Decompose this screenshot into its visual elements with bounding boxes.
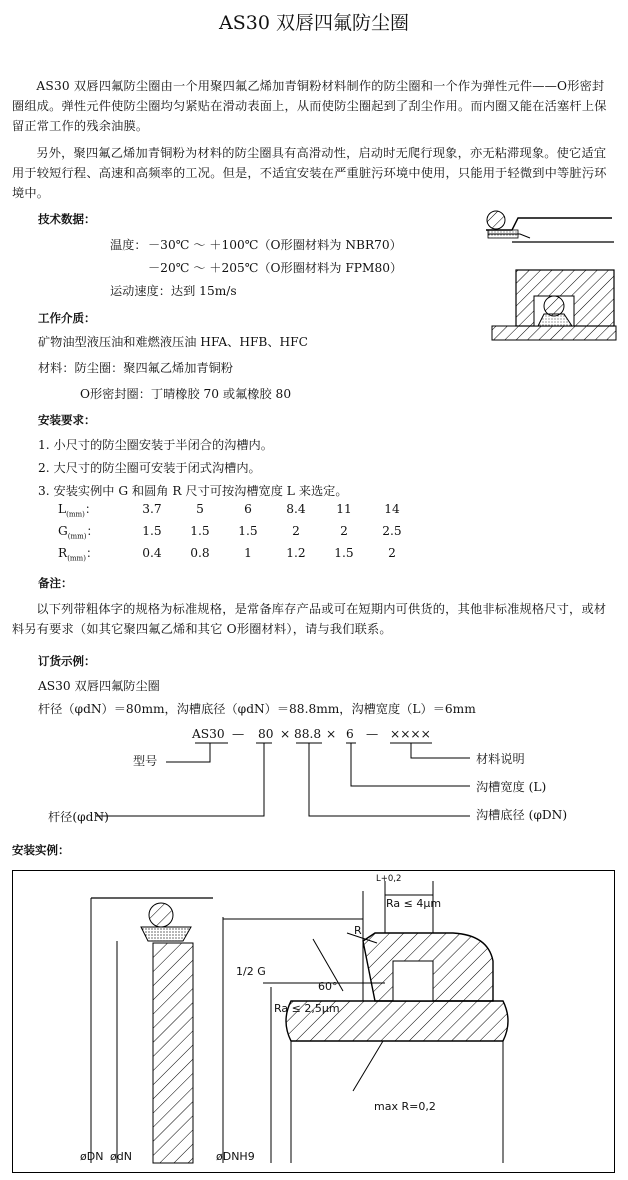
label-rod: 杆径(φdN)	[48, 810, 109, 824]
order-heading: 订货示例：	[38, 654, 96, 668]
material-line-1: 材料：防尘圈：聚四氟乙烯加青铜粉	[38, 361, 233, 375]
cell: 1.5	[238, 524, 258, 538]
tech-heading: 技术数据：	[38, 212, 96, 226]
install-heading: 安装要求：	[38, 413, 96, 427]
table-row: $R_{(mm)}$： 0.4 0.8 1 1.2 1.5 2	[58, 542, 416, 564]
page-title: AS30 双唇四氟防尘圈	[219, 12, 409, 34]
label-groove-DN-h9: øDNH9	[216, 1150, 255, 1163]
row-unit: (mm)	[67, 532, 87, 541]
order-product: AS30 双唇四氟防尘圈	[38, 679, 160, 693]
label-model: 型号	[133, 754, 158, 768]
cell: 14	[384, 502, 400, 516]
cell: 1.5	[142, 524, 162, 538]
row-label: L	[58, 501, 67, 516]
material-line-2: O形密封圈：丁晴橡胶 70 或氟橡胶 80	[80, 387, 292, 401]
cell: 2	[340, 524, 348, 538]
dimension-table	[58, 498, 416, 564]
seal-section-diagram	[482, 204, 618, 344]
medium-text: 矿物油型液压油和难燃液压油 HFA、HFB、HFC	[38, 335, 308, 349]
cell: 0.4	[142, 546, 162, 560]
install-item-1: 1. 小尺寸的防尘圈安装于半闭合的沟槽内。	[38, 438, 273, 452]
label-half-G: 1/2 G	[236, 965, 266, 978]
label-groove: 沟槽底径 (φDN)	[476, 808, 568, 822]
intro-paragraph-2: 另外，聚四氟乙烯加青铜粉为材料的防尘圈具有高滑动性，启动时无爬行现象，亦无粘滞现象。使它适宜用于较短行程、高速和高频率的工况。但是，不适宜安装在严重脏污环境中使用，只能用于轻微到中等脏污环境中。	[12, 146, 607, 200]
label-ra-4: Ra ≤ 4µm	[386, 897, 442, 910]
temp-range-fpm: －20℃ ～ ＋205℃（O形圈材料为 FPM80）	[148, 261, 403, 275]
label-max-R: max R=0,2	[374, 1100, 436, 1113]
label-width: 沟槽宽度 (L)	[476, 780, 547, 794]
cell: 6	[244, 502, 252, 516]
cell: 1	[244, 546, 252, 560]
label-L-tolerance: L+0,2	[376, 874, 402, 884]
notes-heading: 备注：	[38, 576, 73, 590]
cell: 1.5	[190, 524, 210, 538]
row-unit: (mm)	[66, 510, 85, 519]
cell: 2.5	[382, 524, 402, 538]
intro-paragraph-1: AS30 双唇四氟防尘圈由一个用聚四氟乙烯加青铜粉材料制作的防尘圈和一个作为弹性元件——O形密封圈组成。弹性元件使防尘圈均匀紧贴在滑动表面上，从而使防尘圈起到了刮尘作用。而内圈又能在活塞杆上保留正常工作的残余油膜。	[12, 79, 607, 133]
order-spec: 杆径（φdN）＝80mm，沟槽底径（φdN）＝88.8mm，沟槽宽度（L）＝6mm	[38, 702, 476, 716]
cell: 11	[336, 502, 352, 516]
label-rod-dN: ødN	[110, 1150, 132, 1163]
label-outer-DN: øDN	[80, 1150, 104, 1163]
table-row: $L_{(mm)}$： 3.7 5 6 8.4 11 14	[58, 498, 416, 520]
cell: 0.8	[190, 546, 210, 560]
row-label: G	[58, 523, 68, 538]
code-material: ××××	[390, 727, 431, 741]
temp-label: 温度：	[110, 238, 147, 252]
row-label: R	[58, 545, 68, 560]
cell: 2	[388, 546, 396, 560]
code-rod: 80	[258, 727, 274, 741]
installation-drawing	[13, 871, 616, 1174]
cell: 1.2	[286, 546, 306, 560]
code-groove: 88.8	[294, 727, 322, 741]
temp-range-nbr: －30℃ ～ ＋100℃（O形圈材料为 NBR70）	[148, 238, 402, 252]
cell: 3.7	[142, 502, 162, 516]
code-model: AS30	[192, 727, 225, 741]
medium-heading: 工作介质：	[38, 311, 96, 325]
installation-example-box	[12, 870, 615, 1173]
speed: 运动速度：达到 15m/s	[110, 284, 237, 298]
label-angle: 60°	[318, 980, 338, 993]
label-material: 材料说明	[476, 752, 525, 766]
example-heading: 安装实例：	[12, 843, 70, 857]
table-row: $G_{(mm)}$： 1.5 1.5 1.5 2 2 2.5	[58, 520, 416, 542]
code-width: 6	[346, 727, 354, 741]
notes-text: 以下列带粗体字的规格为标准规格，是常备库存产品或可在短期内可供货的，其他非标准规格尺寸，或材料另有要求（如其它聚四氟乙烯和其它 O形圈材料），请与我们联系。	[12, 602, 607, 636]
cell: 8.4	[286, 502, 306, 516]
cell: 2	[292, 524, 300, 538]
row-unit: (mm)	[67, 554, 86, 563]
cell: 5	[196, 502, 204, 516]
cell: 1.5	[334, 546, 354, 560]
label-R: R	[354, 924, 362, 937]
install-item-2: 2. 大尺寸的防尘圈可安装于闭式沟槽内。	[38, 461, 261, 475]
label-ra-2-5: Ra ≤ 2,5µm	[274, 1002, 340, 1015]
install-item-3: 3. 安装实例中 G 和圆角 R 尺寸可按沟槽宽度 L 来选定。	[38, 484, 348, 498]
